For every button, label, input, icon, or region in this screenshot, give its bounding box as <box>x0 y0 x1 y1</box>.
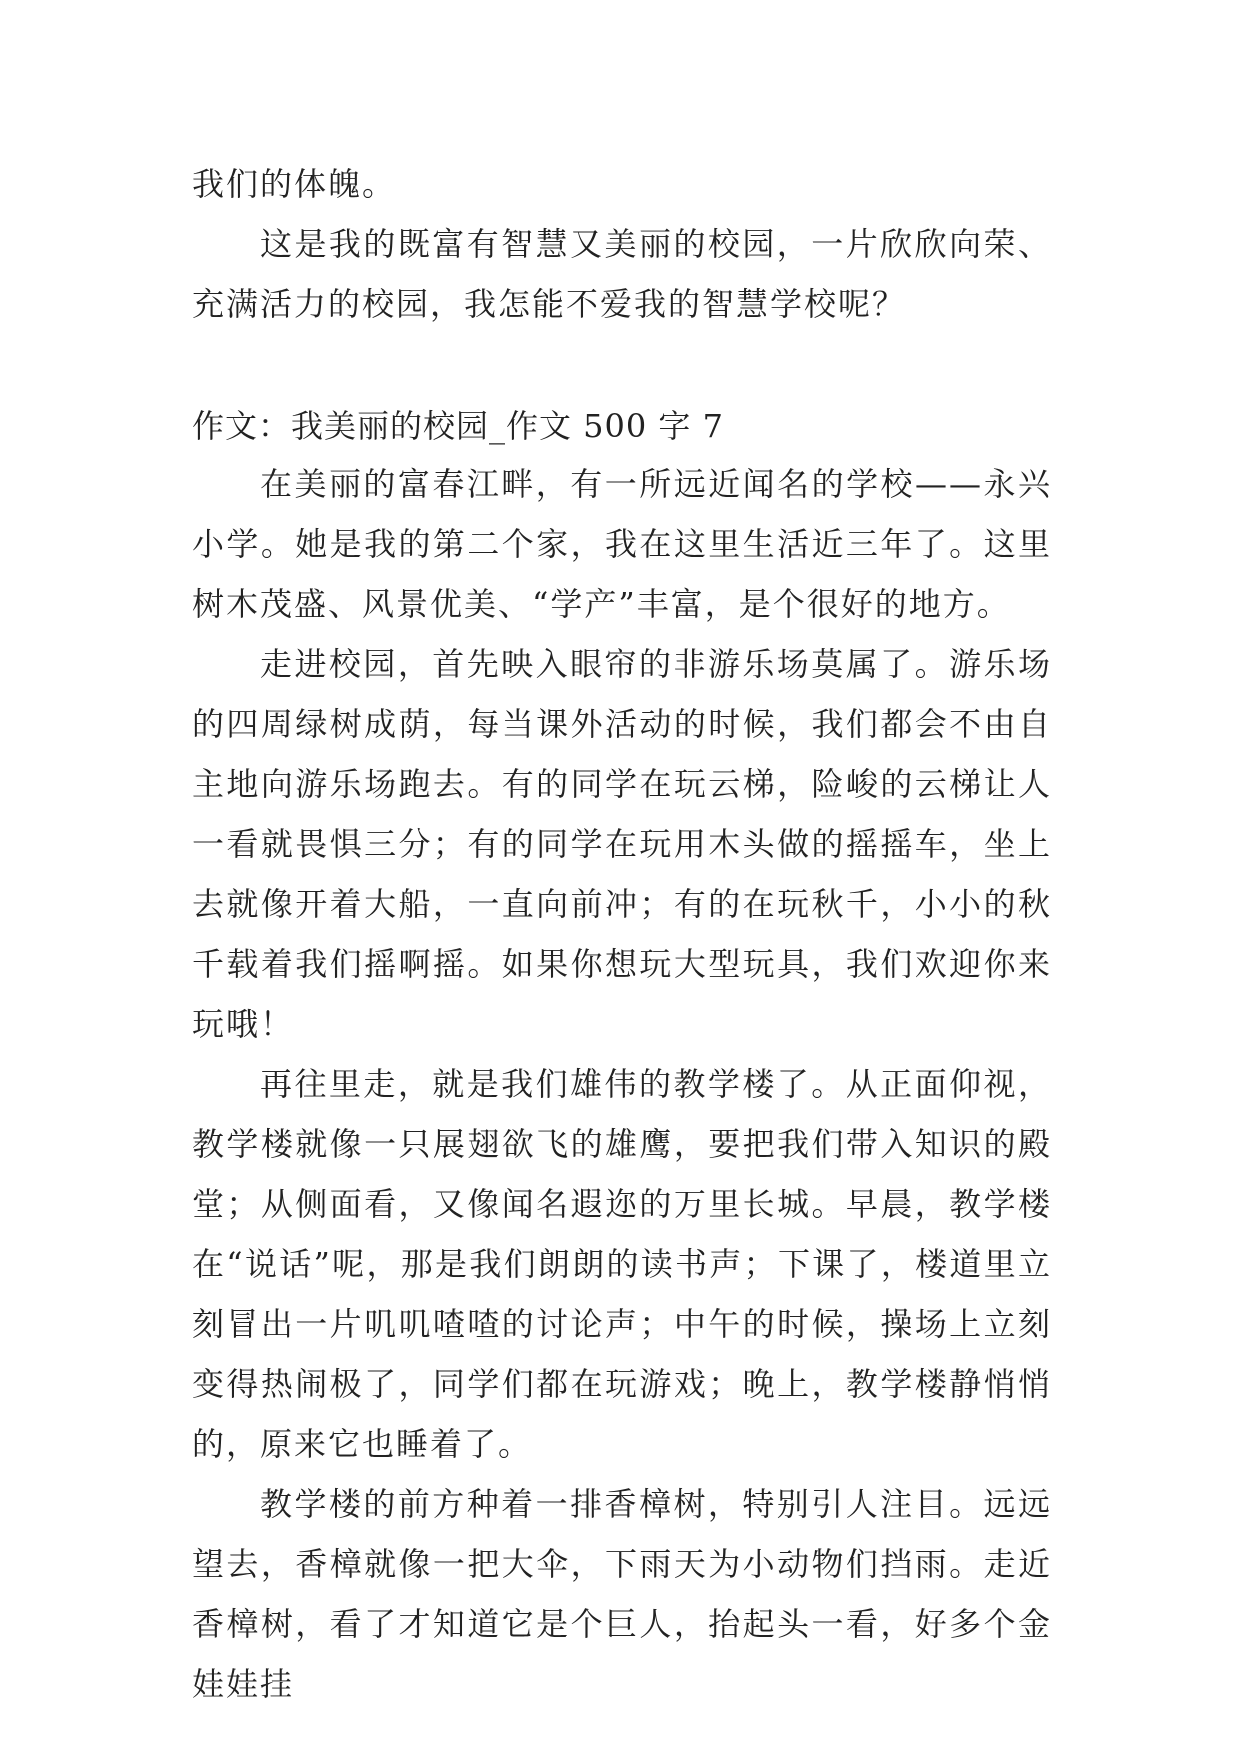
body-paragraph-4: 教学楼的前方种着一排香樟树，特别引人注目。远远望去，香樟就像一把大伞，下雨天为小动物们挡雨。走近香樟树，看了才知道它是个巨人，抬起头一看，好多个金娃娃挂 <box>192 1485 1052 1703</box>
body-paragraph-1: 在美丽的富春江畔，有一所远近闻名的学校——永兴小学。她是我的第二个家，我在这里生活近三年了。这里树木茂盛、风景优美、“学产”丰富，是个很好的地方。 <box>192 465 1052 623</box>
previous-essay-ending <box>192 154 1052 334</box>
section-title: 作文：我美丽的校园_作文 500 字 7 <box>192 407 724 445</box>
continued-paragraph: 我们的体魄。 <box>192 165 397 203</box>
closing-paragraph: 这是我的既富有智慧又美丽的校园，一片欣欣向荣、充满活力的校园，我怎能不爱我的智慧学校呢？ <box>192 225 1052 323</box>
essay-body <box>192 454 1052 1714</box>
essay-heading <box>192 396 1052 456</box>
body-paragraph-2: 走进校园，首先映入眼帘的非游乐场莫属了。游乐场的四周绿树成荫，每当课外活动的时候，我们都会不由自主地向游乐场跑去。有的同学在玩云梯，险峻的云梯让人一看就畏惧三分；有的同学在玩用木头做的摇摇车，坐上去就像开着大船，一直向前冲；有的在玩秋千，小小的秋千载着我们摇啊摇。如果你想玩大型玩具，我们欢迎你来玩哦！ <box>192 645 1052 1043</box>
body-paragraph-3: 再往里走，就是我们雄伟的教学楼了。从正面仰视，教学楼就像一只展翅欲飞的雄鹰，要把我们带入知识的殿堂；从侧面看，又像闻名遐迩的万里长城。早晨，教学楼在“说话”呢，那是我们朗朗的读书声；下课了，楼道里立刻冒出一片叽叽喳喳的讨论声；中午的时候，操场上立刻变得热闹极了，同学们都在玩游戏；晚上，教学楼静悄悄的，原来它也睡着了。 <box>192 1065 1052 1463</box>
